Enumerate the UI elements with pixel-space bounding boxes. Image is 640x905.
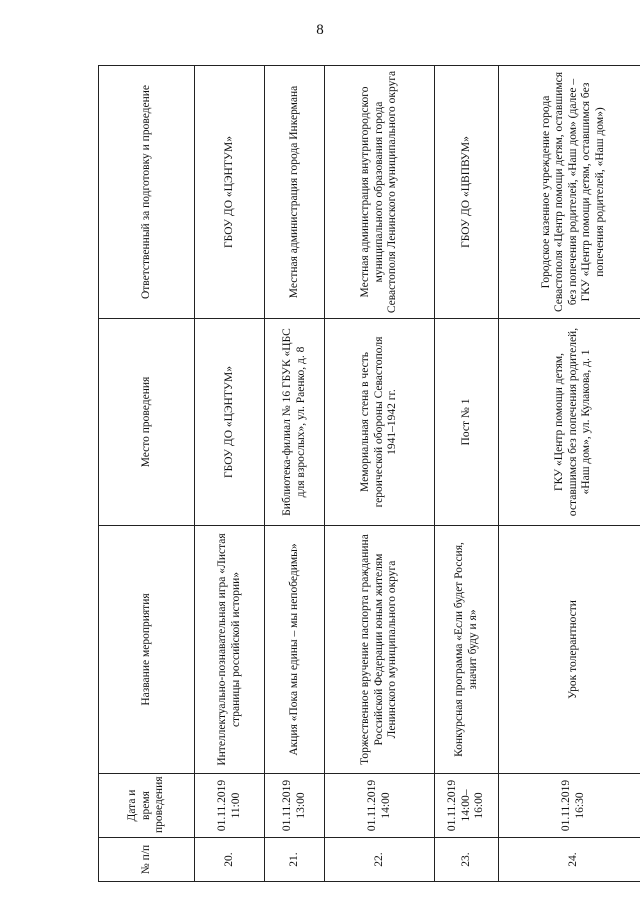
cell-place: Пост № 1 [435,319,499,526]
cell-place: ГБОУ ДО «ЦЭНТУМ» [195,319,265,526]
table-row [265,66,325,882]
header-date: Дата и время проведения [99,774,195,838]
header-name: Название мероприятия [99,526,195,774]
cell-date: 01.11.2019 14:00 [325,774,435,838]
cell-date: 01.11.2019 13:00 [265,774,325,838]
rotated-table-container [98,66,640,882]
table-row [499,66,640,882]
cell-responsible: ГБОУ ДО «ЦЭНТУМ» [195,66,265,319]
cell-responsible: Местная администрация внутригородского муниципального образования города Севастополя Ленинского муниципального округа [325,66,435,319]
cell-responsible: ГБОУ ДО «ЦВПВУМ» [435,66,499,319]
cell-name: Торжественное вручение паспорта гражданина Российской Федерации юным жителям Ленинского муниципального округа [325,526,435,774]
header-place: Место проведения [99,319,195,526]
cell-num: 20. [195,838,265,882]
table-row [435,66,499,882]
cell-place: Мемориальная стена в честь героической обороны Севастополя 1941–1942 гг. [325,319,435,526]
cell-date: 01.11.2019 14:00–16:00 [435,774,499,838]
header-responsible: Ответственный за подготовку и проведение [99,66,195,319]
table-row [325,66,435,882]
cell-name: Акция «Пока мы едины – мы непобедимы» [265,526,325,774]
table-header-row [99,66,195,882]
cell-responsible: Местная администрация города Инкермана [265,66,325,319]
cell-name: Конкурсная программа «Если будет Россия, значит буду и я» [435,526,499,774]
cell-num: 24. [499,838,640,882]
events-table [98,65,640,882]
cell-place: ГКУ «Центр помощи детям, оставшимся без попечения родителей, «Наш дом», ул. Кулакова, д. 1 [499,319,640,526]
cell-responsible: Городское казенное учреждение города Севастополя «Центр помощи детям, оставшимся без попечения родителей, «Наш дом» (далее – ГКУ «Центр помощи детям, оставшимся без попечения родителей, «Наш дом») [499,66,640,319]
page-number: 8 [316,22,324,38]
cell-num: 22. [325,838,435,882]
header-num: № п/п [99,838,195,882]
cell-name: Урок толерантности [499,526,640,774]
cell-name: Интеллектуально-познавательная игра «Листая страницы российской истории» [195,526,265,774]
cell-date: 01.11.2019 16:30 [499,774,640,838]
cell-date: 01.11.2019 11:00 [195,774,265,838]
cell-num: 23. [435,838,499,882]
cell-place: Библиотека-филиал № 16 ГБУК «ЦБС для взрослых», ул. Раенко, д. 8 [265,319,325,526]
table-row [195,66,265,882]
cell-num: 21. [265,838,325,882]
